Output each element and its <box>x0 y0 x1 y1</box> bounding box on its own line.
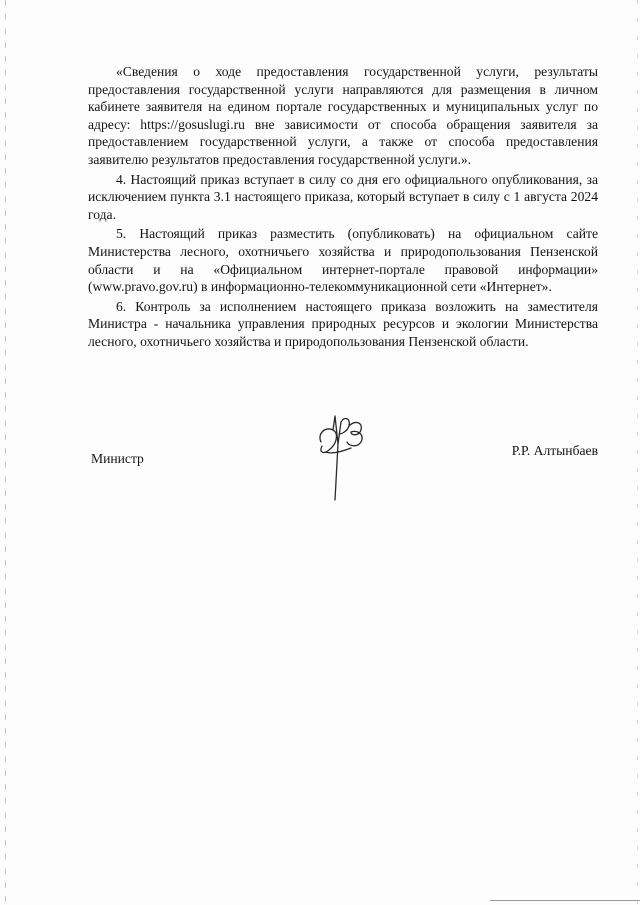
document-body <box>88 63 598 351</box>
signature-block <box>88 445 598 515</box>
scan-bottom-line <box>490 900 640 901</box>
signatory-position: Министр <box>91 451 144 466</box>
signatory-name: Р.Р. Алтынбаев <box>511 443 598 458</box>
handwritten-signature <box>311 412 373 504</box>
paragraph-quoted-amendment: «Сведения о ходе предоставления государственной услуги, результаты предоставления государственной услуги направляются для размещения в личном кабинете заявителя на едином портале государственных и муниципальных услуг по адресу: https://gosuslugi.ru вне зависимости от способа обращения заявителя за предоставлением государственной услуги, а также от способа предоставления заявителю результатов предоставления государственной услуги.». <box>88 64 598 167</box>
scan-edge-left <box>5 0 6 905</box>
scan-edge-right <box>637 0 638 905</box>
paragraph-item-4: 4. Настоящий приказ вступает в силу со дня его официального опубликования, за исключением пункта 3.1 настоящего приказа, который вступает в силу с 1 августа 2024 года. <box>88 171 598 222</box>
paragraph-item-6: 6. Контроль за исполнением настоящего приказа возложить на заместителя Министра - начальника управления природных ресурсов и экологии Министерства лесного, охотничьего хозяйства и природопользования Пензенской области. <box>88 298 598 349</box>
paragraph-item-5: 5. Настоящий приказ разместить (опубликовать) на официальном сайте Министерства лесного, охотничьего хозяйства и природопользования Пензенской области и на «Официальном интернет-портале правовой информации» (www.pravo.gov.ru) в информационно-телекоммуникационной сети «Интернет». <box>88 226 598 295</box>
